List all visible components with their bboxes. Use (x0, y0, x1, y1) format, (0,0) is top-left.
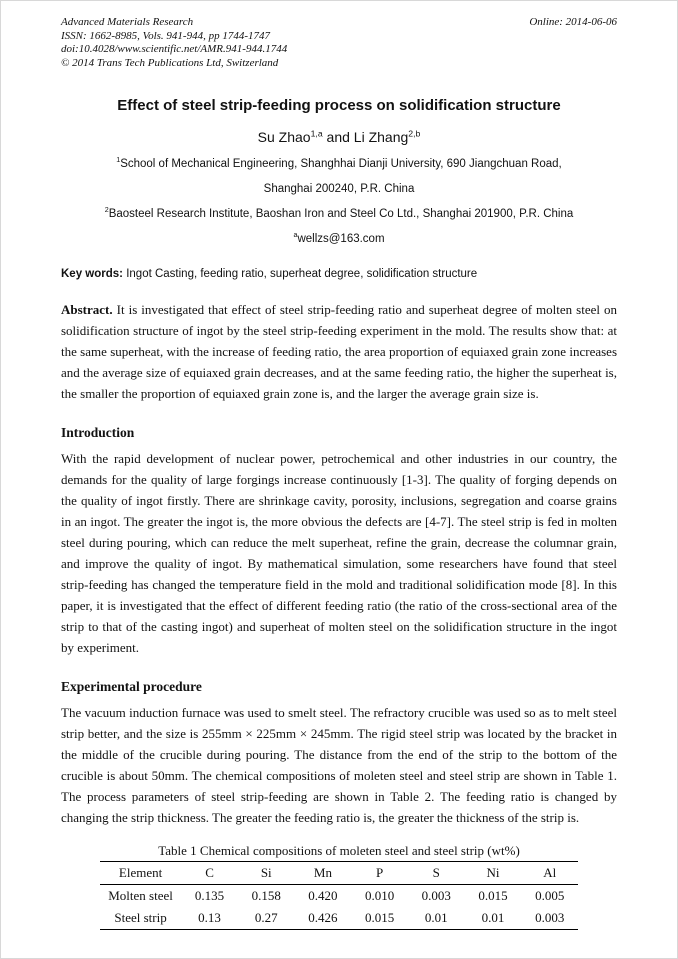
affiliation-1-superscript: 1 (116, 156, 121, 165)
author-2-name: Li Zhang (353, 129, 409, 145)
author-email-line (61, 232, 617, 247)
table-cell: 0.13 (198, 910, 221, 925)
table-header-cell: Ni (465, 862, 522, 885)
table-cell: 0.005 (535, 888, 565, 903)
doi-line: doi:10.4028/www.scientific.net/AMR.941-944.1744 (61, 43, 288, 55)
table-cell: Steel strip (114, 910, 167, 925)
table-cell: Molten steel (108, 888, 173, 903)
author-2-superscript: 2,b (408, 128, 421, 139)
experimental-heading: Experimental procedure (61, 679, 202, 694)
table-row (100, 885, 578, 908)
table-row (100, 907, 578, 930)
affiliation-1-text: School of Mechanical Engineering, Shanghhai Dianji University, 690 Jiangchuan Road, (120, 158, 562, 170)
table-cell: 0.27 (254, 910, 278, 925)
author-1-superscript: 1,a (310, 128, 323, 139)
affiliation-line-2 (61, 182, 617, 197)
table-cell: 0.158 (251, 888, 281, 903)
keywords-text: Ingot Casting, feeding ratio, superheat degree, solidification structure (126, 268, 478, 280)
introduction-heading: Introduction (61, 425, 135, 440)
introduction-paragraph: With the rapid development of nuclear power, petrochemical and other industries in our country, the demands for the quality of large forgings increase continuously [1-3]. The quality of forging depends on the quality of ingot firstly. There are shrinkage cavity, porosity, inclusions, segregation and coarse grains in an ingot. The greater the ingot is, the more obvious the defects are [4-7]. The steel strip is fed in molten steel during pouring, which can reduce the melt superheat, refine the grain, decrease the columnar grain, and improve the quality of ingot. By mathematical simulation, some researchers have found that steel strip-feeding has changed the temperature field in the mold and traditional solidification mode [8]. In this paper, it is investigated that the effect of different feeding ratio (the ratio of the cross-sectional area of the strip to that of the casting ingot) and superheat of molten steel on the solidification structure in the ingot by experiment. (61, 451, 617, 655)
table-1 (100, 861, 578, 930)
table-cell: 0.426 (308, 910, 338, 925)
affiliation-line-3 (61, 207, 617, 222)
keywords-label: Key words: (61, 268, 123, 280)
table-header-cell: S (408, 862, 465, 885)
table-header-cell: Mn (295, 862, 352, 885)
affiliation-2-text: Baosteel Research Institute, Baoshan Iron and Steel Co Ltd., Shanghai 201900, P.R. China (108, 208, 574, 220)
table-cell: 0.135 (194, 888, 225, 903)
keywords-line (61, 267, 617, 282)
table-cell: 0.01 (481, 910, 505, 925)
table-cell: 0.015 (364, 910, 395, 925)
table-header-cell: P (351, 862, 408, 885)
abstract-label: Abstract. (61, 302, 113, 317)
affiliation-2-superscript: 2 (104, 206, 109, 215)
affiliation-1-text-continued: Shanghai 200240, P.R. China (263, 183, 415, 195)
affiliation-line-1 (61, 157, 617, 172)
paper-title: Effect of steel strip-feeding process on solidification structure (117, 97, 561, 114)
table-header-cell: Al (521, 862, 578, 885)
table-header-cell: Element (100, 862, 181, 885)
table-header-cell: Si (238, 862, 295, 885)
affiliations-block (61, 157, 617, 247)
table-cell: 0.003 (535, 910, 565, 925)
author-email: wellzs@163.com (297, 233, 385, 245)
table-cell: 0.010 (364, 888, 395, 903)
authors-conjunction: and (322, 129, 354, 145)
table-cell: 0.420 (308, 888, 338, 903)
table-header-row (100, 862, 578, 885)
email-superscript: a (293, 231, 298, 240)
online-date-block (529, 16, 617, 30)
issn-line: ISSN: 1662-8985, Vols. 941-944, pp 1744-1747 (61, 29, 270, 42)
table-cell: 0.01 (424, 910, 448, 925)
authors-line (61, 129, 617, 145)
table-cell: 0.015 (478, 888, 508, 903)
publication-header (61, 16, 617, 70)
copyright-line: © 2014 Trans Tech Publications Ltd, Switzerland (61, 56, 279, 69)
abstract-text: It is investigated that effect of steel strip-feeding ratio and superheat degree of molten steel on solidification structure of ingot by the steel strip-feeding experiment in the mold. The results show that: at the same superheat, with the increase of feeding ratio, the area proportion of equiaxed grain zone increases and the average size of equiaxed grain decreases, and at the same feeding ratio, the higher the superheat is, the smaller the proportion of equiaxed grain zone is, and the larger the average grain size is. (61, 302, 618, 401)
author-1-name: Su Zhao (257, 129, 311, 145)
table-header-cell: C (181, 862, 238, 885)
table-1-caption: Table 1 Chemical compositions of moleten steel and steel strip (wt%) (158, 843, 520, 858)
table-cell: 0.003 (421, 888, 451, 903)
publication-info (61, 16, 287, 70)
experimental-paragraph: The vacuum induction furnace was used to smelt steel. The refractory crucible was used so as to melt steel strip better, and the size is 255mm × 225mm × 245mm. The rigid steel strip was located by the bracket in the middle of the crucible during pouring. The distance from the end of the strip to the bottom of the crucible is about 50mm. The chemical compositions of moleten steel and steel strip are shown in Table 1. The process parameters of steel strip-feeding are shown in Table 2. The feeding ratio is changed by changing the strip thickness. The greater the feeding ratio is, the greater the thickness of the strip is. (61, 705, 617, 825)
journal-name: Advanced Materials Research (61, 16, 194, 28)
online-date: Online: 2014-06-06 (529, 16, 617, 28)
abstract-paragraph (61, 299, 617, 404)
